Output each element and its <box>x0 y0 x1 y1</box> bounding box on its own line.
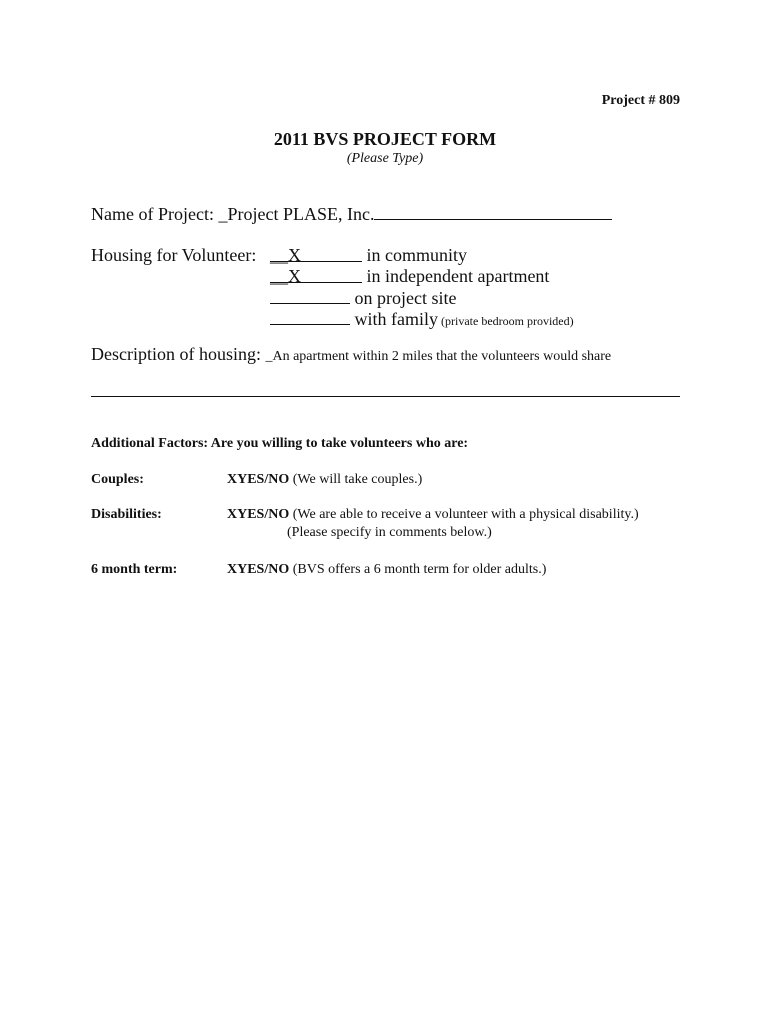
housing-option-apartment-mark: __X <box>270 266 301 286</box>
housing-option-community-label: in community <box>362 245 467 265</box>
disabilities-comment: (We are able to receive a volunteer with a physical disability.) <box>289 507 639 522</box>
project-number: Project # 809 <box>601 93 680 108</box>
project-name-value[interactable]: _Project PLASE, Inc. <box>218 204 375 224</box>
six-month-term-label: 6 month term: <box>91 562 178 577</box>
housing-option-family <box>270 308 574 330</box>
housing-option-project-site <box>270 287 456 309</box>
housing-option-community-field[interactable] <box>270 245 362 265</box>
housing-option-project-site-field[interactable] <box>270 287 350 304</box>
housing-option-community-mark: __X <box>270 245 301 265</box>
description-continuation-line <box>91 396 680 397</box>
couples-label: Couples: <box>91 472 144 487</box>
disabilities-answer[interactable]: XYES/NO <box>227 507 290 522</box>
housing-description-line <box>91 344 611 365</box>
housing-label: Housing for Volunteer: <box>91 245 257 265</box>
project-name-line <box>91 203 612 225</box>
housing-description-label: Description of housing: <box>91 344 266 364</box>
housing-option-family-field[interactable] <box>270 308 350 325</box>
disabilities-answer-line <box>227 507 639 523</box>
couples-answer-line <box>227 472 422 488</box>
project-name-label: Name of Project: <box>91 204 219 224</box>
project-name-underline <box>374 203 612 220</box>
form-subtitle: (Please Type) <box>346 151 424 166</box>
six-month-term-answer-line <box>227 562 546 578</box>
additional-factors-heading: Additional Factors: Are you willing to take volunteers who are: <box>91 436 469 451</box>
six-month-term-comment: (BVS offers a 6 month term for older adults.) <box>289 562 547 577</box>
disabilities-label: Disabilities: <box>91 507 162 522</box>
housing-option-community <box>270 245 467 266</box>
housing-option-apartment <box>270 266 549 287</box>
couples-comment: (We will take couples.) <box>289 472 423 487</box>
housing-option-family-note: (private bedroom provided) <box>438 314 574 328</box>
form-title: 2011 BVS PROJECT FORM <box>273 129 497 149</box>
housing-option-apartment-label: in independent apartment <box>362 266 550 286</box>
housing-option-family-label: with family <box>350 309 438 329</box>
housing-option-project-site-label: on project site <box>350 288 457 308</box>
housing-description-value[interactable]: _An apartment within 2 miles that the volunteers would share <box>265 349 612 364</box>
housing-option-apartment-field[interactable] <box>270 266 362 286</box>
disabilities-comment-2: (Please specify in comments below.) <box>287 525 492 540</box>
six-month-term-answer[interactable]: XYES/NO <box>227 562 290 577</box>
couples-answer[interactable]: XYES/NO <box>227 472 290 487</box>
